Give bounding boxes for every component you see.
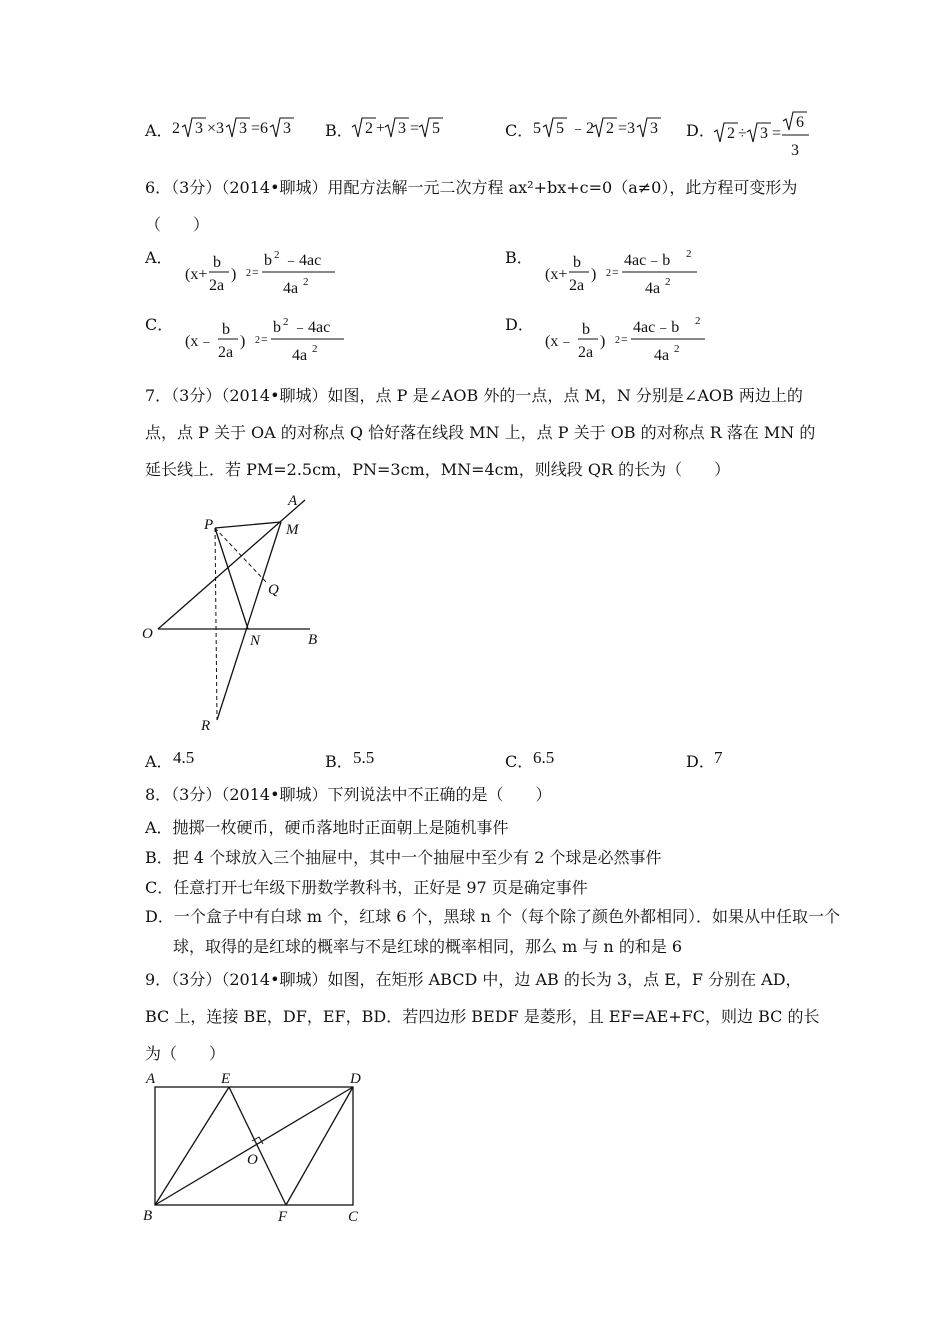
q7-label-a: A: [288, 493, 298, 509]
q9-label-b: B: [143, 1208, 153, 1224]
q7-label-p: P: [204, 517, 214, 533]
q7-line-pm: [215, 522, 281, 528]
q7-stem-line2: 点，点 P 关于 OA 的对称点 Q 恰好落在线段 MN 上，点 P 关于 OB 的对称点 R 落在 MN 的: [145, 423, 816, 442]
svg-text:3: 3: [283, 120, 291, 137]
svg-text:+: +: [376, 120, 386, 137]
svg-text:b: b: [222, 321, 230, 338]
svg-text:5: 5: [533, 120, 541, 137]
svg-text:﹣4ac: ﹣4ac: [292, 319, 331, 336]
svg-text:): ): [600, 333, 606, 350]
q7-option-c-label: C．: [505, 752, 534, 771]
svg-text:b: b: [264, 252, 272, 269]
svg-text:2: 2: [615, 335, 620, 346]
svg-text:2: 2: [365, 120, 373, 137]
svg-text:=: =: [772, 125, 782, 142]
q5-option-b-label: B．: [325, 121, 353, 140]
svg-text:2a: 2a: [569, 277, 585, 294]
q9-label-o: O: [247, 1152, 258, 1168]
svg-text:=3: =3: [618, 120, 636, 137]
svg-text:2: 2: [686, 248, 692, 260]
svg-text:): ): [231, 266, 237, 283]
q6-option-a-expr: [185, 248, 345, 300]
svg-text:6: 6: [796, 114, 804, 131]
svg-text:3: 3: [791, 142, 799, 159]
svg-text:3: 3: [398, 120, 406, 137]
q7-stem-line1: 7．（3分）（2014•聊城）如图，点 P 是∠AOB 外的一点，点 M，N 分别是∠AOB 两边上的: [145, 386, 803, 405]
q7-label-r: R: [201, 718, 211, 734]
svg-text:2: 2: [727, 125, 735, 142]
svg-text:2: 2: [606, 120, 614, 137]
svg-text:(x﹣: (x﹣: [545, 333, 575, 350]
q9-label-d: D: [350, 1071, 361, 1087]
q5-option-d-expr: [714, 112, 814, 162]
svg-text:=: =: [621, 332, 628, 346]
q6-option-b-expr: [545, 248, 705, 300]
q7-stem-line3: 延长线上．若 PM=2.5cm，PN=3cm，MN=4cm，则线段 QR 的长为（ ）: [145, 460, 731, 479]
svg-text:×3: ×3: [207, 120, 225, 137]
q7-label-b: B: [308, 632, 318, 648]
q7-option-a-value: 4.5: [173, 748, 195, 767]
q6-option-c-expr: [185, 315, 350, 367]
q6-bracket: （ ）: [145, 215, 210, 234]
q5-option-d-label: D．: [686, 121, 715, 140]
svg-text:3: 3: [650, 120, 658, 137]
svg-text:4a: 4a: [283, 280, 299, 297]
q9-line-bd: [155, 1087, 353, 1205]
q7-label-q: Q: [268, 582, 279, 598]
svg-text:=: =: [410, 120, 420, 137]
svg-text:b: b: [213, 254, 221, 271]
q9-label-a: A: [146, 1071, 156, 1087]
svg-text:2: 2: [695, 315, 701, 327]
q9-stem-line1: 9．（3分）（2014•聊城）如图，在矩形 ABCD 中，边 AB 的长为 3，点 E，F 分别在 AD，: [145, 970, 802, 989]
q7-figure: [140, 490, 340, 740]
q7-label-m: M: [286, 522, 299, 538]
svg-text:2a: 2a: [578, 344, 594, 361]
svg-text:4a: 4a: [292, 347, 308, 364]
q6-option-b-label: B．: [505, 248, 533, 267]
svg-text:÷: ÷: [738, 125, 747, 142]
q9-line-be: [155, 1087, 229, 1205]
svg-text:2: 2: [303, 276, 309, 288]
svg-text:(x﹣: (x﹣: [185, 333, 215, 350]
q7-dash-pr: [215, 528, 217, 720]
svg-text:3: 3: [195, 120, 203, 137]
q6-option-d-label: D．: [505, 315, 534, 334]
svg-text:3: 3: [239, 120, 247, 137]
svg-text:2: 2: [172, 120, 180, 137]
q9-stem-line2: BC 上，连接 BE，DF，EF，BD．若四边形 BEDF 是菱形，且 EF=AE+FC，则边 BC 的长: [145, 1007, 820, 1026]
svg-text:4a: 4a: [654, 347, 670, 364]
svg-text:=: =: [612, 265, 619, 279]
q7-label-n: N: [250, 633, 261, 649]
svg-text:4ac﹣b: 4ac﹣b: [624, 252, 671, 269]
svg-text:(x+: (x+: [185, 266, 208, 283]
svg-text:2a: 2a: [218, 344, 234, 361]
q8-option-d-line1: D．一个盒子中有白球 m 个，红球 6 个，黑球 n 个（每个除了颜色外都相同）．如果从中任取一个: [145, 907, 841, 926]
svg-text:2: 2: [283, 316, 289, 328]
q9-label-c: C: [348, 1209, 359, 1225]
svg-text:b: b: [273, 319, 281, 336]
q8-option-b: B．把 4 个球放入三个抽屉中，其中一个抽屉中至少有 2 个球是必然事件: [145, 848, 662, 867]
q8-option-d-line2: 球，取得的是红球的概率与不是红球的概率相同，那么 m 与 n 的和是 6: [173, 937, 683, 956]
svg-text:5: 5: [556, 120, 564, 137]
q7-line-oa: [158, 500, 305, 629]
svg-text:2: 2: [255, 335, 260, 346]
q8-option-c: C．任意打开七年级下册数学教科书，正好是 97 页是确定事件: [145, 878, 588, 897]
q5-option-a-expr: [172, 112, 302, 142]
q5-option-c-label: C．: [505, 121, 534, 140]
svg-text:2: 2: [606, 268, 611, 279]
q7-option-b-value: 5.5: [353, 748, 375, 767]
q7-line-mr: [217, 522, 281, 720]
q7-option-d-label: D．: [686, 752, 715, 771]
q7-option-b-label: B．: [325, 752, 353, 771]
q9-figure: [140, 1068, 370, 1228]
q8-option-a: A．抛掷一枚硬币，硬币落地时正面朝上是随机事件: [145, 818, 509, 837]
svg-text:2: 2: [246, 268, 251, 279]
svg-text:(x+: (x+: [545, 266, 568, 283]
q9-label-f: F: [278, 1209, 288, 1225]
svg-text:=: =: [252, 265, 259, 279]
svg-text:=6: =6: [251, 120, 269, 137]
svg-text:2: 2: [674, 343, 680, 355]
q5-option-a-label: A．: [145, 121, 173, 140]
svg-text:): ): [591, 266, 597, 283]
svg-text:4ac﹣b: 4ac﹣b: [633, 319, 680, 336]
svg-text:=: =: [261, 332, 268, 346]
q7-option-c-value: 6.5: [533, 748, 555, 767]
q9-line-ef: [229, 1087, 286, 1205]
q6-stem: 6．（3分）（2014•聊城）用配方法解一元二次方程 ax²+bx+c=0（a≠0），此方程可变形为: [145, 178, 798, 197]
svg-text:﹣4ac: ﹣4ac: [283, 252, 322, 269]
svg-text:3: 3: [760, 125, 768, 142]
svg-text:2: 2: [274, 249, 280, 261]
q7-option-d-value: 7: [714, 748, 723, 767]
svg-text:5: 5: [432, 120, 440, 137]
svg-text:﹣2: ﹣2: [570, 120, 595, 137]
q7-option-a-label: A．: [145, 752, 173, 771]
q6-option-d-expr: [545, 315, 713, 367]
q8-stem: 8．（3分）（2014•聊城）下列说法中不正确的是（ ）: [145, 785, 552, 804]
q9-label-e: E: [221, 1071, 231, 1087]
q6-option-c-label: C．: [145, 315, 174, 334]
svg-text:4a: 4a: [645, 280, 661, 297]
svg-text:): ): [240, 333, 246, 350]
q5-option-b-expr: [352, 112, 452, 142]
q7-line-pn: [215, 528, 248, 629]
svg-text:2a: 2a: [209, 277, 225, 294]
svg-text:2: 2: [312, 343, 318, 355]
q5-option-c-expr: [533, 112, 663, 142]
svg-text:b: b: [573, 254, 581, 271]
q7-dash-pq: [215, 528, 267, 583]
svg-text:b: b: [582, 321, 590, 338]
q9-stem-line3: 为（ ）: [145, 1044, 226, 1063]
svg-text:2: 2: [665, 276, 671, 288]
q6-option-a-label: A．: [145, 248, 173, 267]
q7-label-o: O: [142, 626, 153, 642]
q9-line-df: [286, 1087, 353, 1205]
